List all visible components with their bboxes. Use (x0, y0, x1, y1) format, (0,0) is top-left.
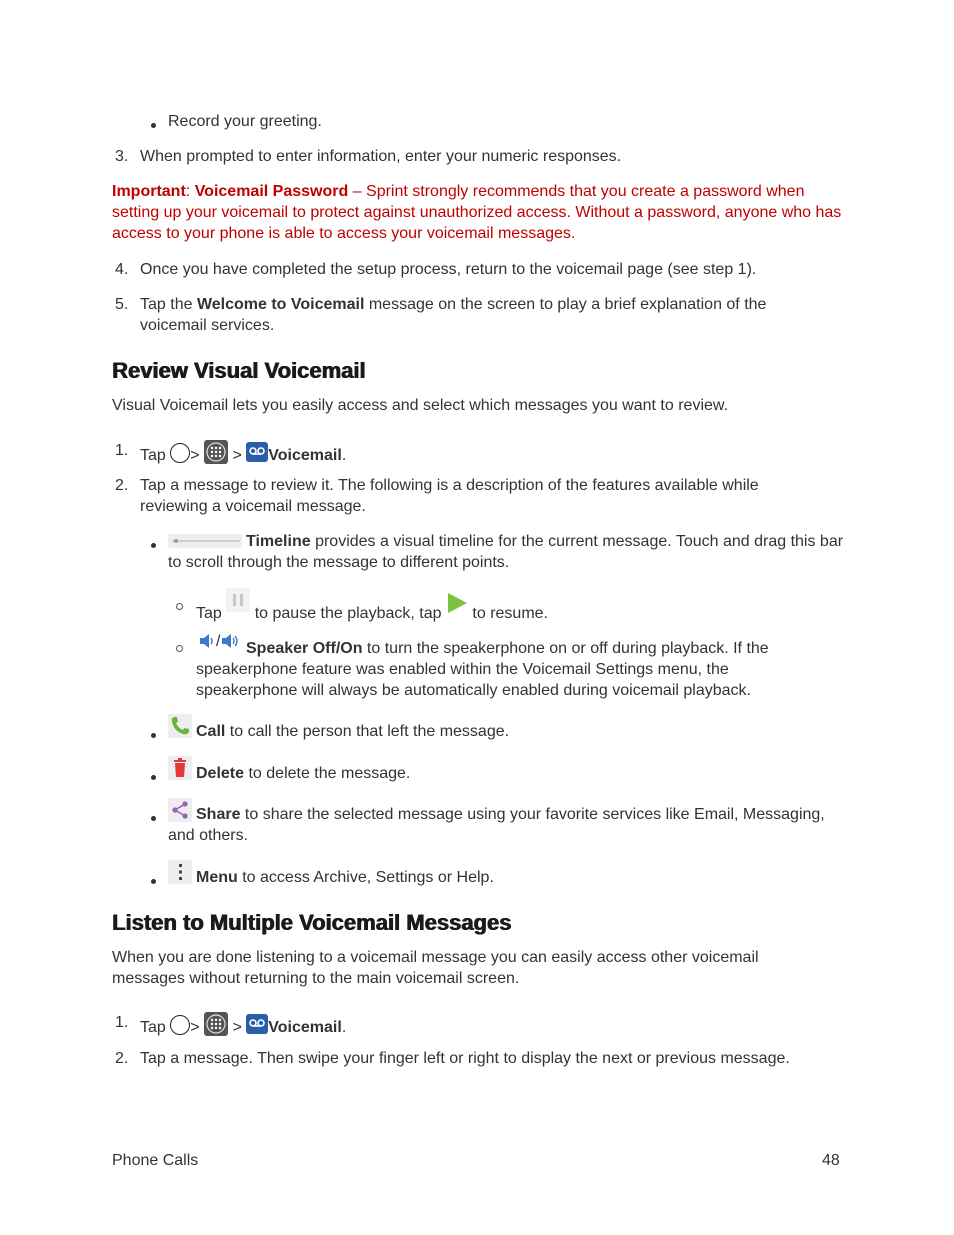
play-icon (446, 592, 468, 614)
step-number: 1. (115, 1014, 129, 1031)
tap-text: Tap (140, 1019, 166, 1036)
step-number: 2. (115, 1050, 129, 1067)
bullet-dot (151, 879, 156, 884)
bullet-dot (151, 123, 156, 128)
step-number: 1. (115, 442, 129, 459)
sub-bullet-ring (176, 603, 183, 610)
menu-label: Menu (196, 869, 238, 886)
step-number: 5. (115, 296, 129, 313)
voicemail-icon (246, 1014, 268, 1034)
welcome-voicemail: Welcome to Voicemail (196, 296, 365, 313)
bullet-dot (151, 816, 156, 821)
delete-desc: to delete the message. (244, 765, 411, 782)
menu-text (196, 867, 494, 888)
gt: > (232, 1019, 242, 1036)
apps-icon (204, 440, 228, 464)
listen-intro: When you are done listening to a voicemail message you can easily access other voicemail messages without returning to the main voicemail screen. (112, 949, 759, 987)
tap-text: Tap (196, 605, 222, 622)
important-colon: : (185, 183, 191, 200)
home-icon (170, 1015, 190, 1035)
share-desc: to share the selected message using your favorite services like Email, Messaging, and others. (168, 806, 825, 844)
timeline-text (168, 531, 848, 573)
footer-section: Phone Calls (112, 1152, 199, 1169)
step-number: 4. (115, 261, 129, 278)
bullet-dot (151, 733, 156, 738)
call-icon (168, 714, 192, 738)
pause-icon (226, 588, 250, 612)
page-number: 48 (822, 1152, 840, 1169)
share-label: Share (196, 806, 241, 823)
menu-desc: to access Archive, Settings or Help. (237, 869, 494, 886)
pause-text: to pause the playback, tap (254, 605, 442, 622)
step5-text (140, 294, 800, 336)
sub-bullet-ring (176, 645, 183, 652)
voicemail-label: Voicemail (268, 447, 342, 464)
important-label: Important (112, 183, 186, 200)
step-number: 2. (115, 477, 129, 494)
call-desc: to call the person that left the message. (225, 723, 510, 740)
menu-icon (168, 860, 192, 884)
important-title: Voicemail Password (194, 183, 349, 200)
call-text (196, 721, 509, 742)
review-step2: Tap a message to review it. The following is a description of the features available while reviewing a voicemail message. (140, 477, 759, 515)
listen-step2: Tap a message. Then swipe your finger left or right to display the next or previous message. (140, 1050, 790, 1067)
record-greeting-text: Record your greeting. (168, 113, 322, 130)
step5-post: message on the screen to play a brief explanation of the voicemail services. (140, 296, 767, 334)
speaker-text (196, 638, 826, 701)
gt: > (190, 447, 200, 464)
important-note (112, 181, 842, 244)
call-label: Call (196, 723, 226, 740)
speaker-desc: to turn the speakerphone on or off during playback. If the speakerphone feature was enabled within the Voicemail Settings menu, the speakerphone will always be automatically enabled during voicemail playback. (196, 640, 769, 699)
listen-step1 (140, 1012, 346, 1038)
timeline-desc: provides a visual timeline for the current message. Touch and drag this bar to scroll through the message to different points. (168, 533, 844, 571)
speaker-label: Speaker Off/On (246, 640, 363, 657)
delete-text (196, 763, 410, 784)
important-text: – Sprint strongly recommends that you create a password when setting up your voicemail to protect against unauthorized access. Without a password, anyone who has access to your phone is able to access your voicemail messages. (112, 183, 842, 242)
review-step1 (140, 440, 346, 466)
step-number: 3. (115, 148, 129, 165)
listen-heading: Listen to Multiple Voicemail Messages (112, 910, 512, 935)
voicemail-label: Voicemail (268, 1019, 342, 1036)
step3-text: When prompted to enter information, enter your numeric responses. (140, 148, 622, 165)
pause-line (196, 596, 548, 624)
bullet-dot (151, 775, 156, 780)
slash: / (216, 633, 221, 650)
home-icon (170, 443, 190, 463)
gt: > (232, 447, 242, 464)
review-heading: Review Visual Voicemail (112, 358, 366, 383)
period: . (341, 1019, 347, 1036)
voicemail-icon (246, 442, 268, 462)
review-intro: Visual Voicemail lets you easily access and select which messages you want to review. (112, 397, 729, 414)
period: . (341, 447, 347, 464)
step5-pre: Tap the (140, 296, 197, 313)
step4-text: Once you have completed the setup process, return to the voicemail page (see step 1). (140, 261, 757, 278)
delete-label: Delete (196, 765, 245, 782)
timeline-label: Timeline (246, 533, 311, 550)
apps-icon (204, 1012, 228, 1036)
share-text (168, 804, 848, 846)
bullet-dot (151, 543, 156, 548)
gt: > (190, 1019, 200, 1036)
trash-icon (168, 756, 192, 780)
tap-text: Tap (140, 447, 166, 464)
resume-text: to resume. (472, 605, 548, 622)
